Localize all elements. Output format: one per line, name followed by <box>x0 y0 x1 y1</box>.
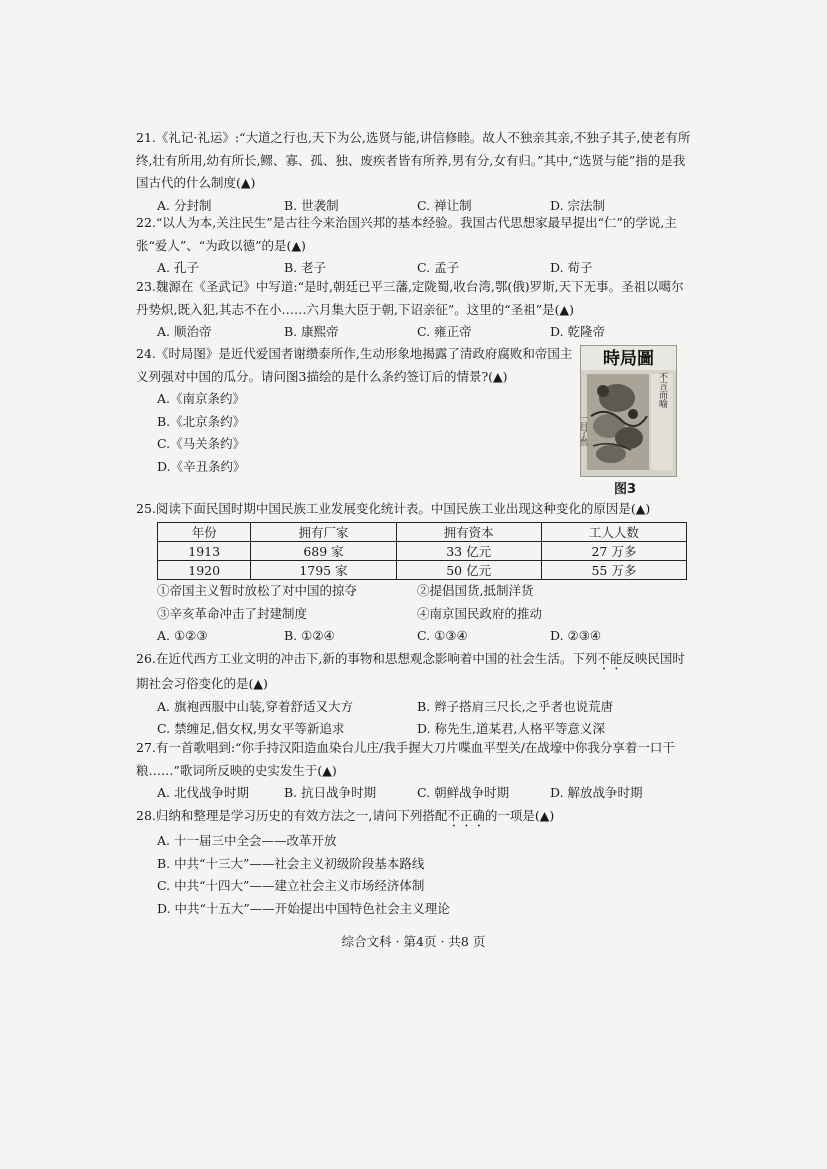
question-22 <box>136 212 696 280</box>
question-27-stem: 27.有一首歌唱到:“你手持汉阳造血染台儿庄/我手握大刀片喋血平型关/在战壕中你我分享着一口干粮……”歌词所反映的史实发生于(▲) <box>136 740 675 778</box>
table-cell: 50 亿元 <box>396 561 541 580</box>
question-25 <box>136 498 696 521</box>
table-row <box>158 561 687 580</box>
question-26 <box>136 648 696 741</box>
question-21-stem: 21.《礼记·礼运》:“大道之行也,天下为公,选贤与能,讲信修睦。故人不独亲其亲,不独子其子,使老有所终,壮有所用,幼有所长,鳏、寡、孤、独、废疾者皆有所养,男有分,女有归。”其中,“选贤与能”指的是我国古代的什么制度(▲) <box>136 130 691 190</box>
stem-text: 26.在近代西方工业文明的冲击下,新的事物和思想观念影响着中国的社会生活。下列 <box>136 651 598 666</box>
option-b: B. 抗日战争时期 <box>284 785 377 800</box>
items-row-2 <box>157 603 696 626</box>
option-b: B.《北京条约》 <box>157 413 246 429</box>
table-cell: 1913 <box>158 542 251 561</box>
option-d: D. 称先生,道某君,人格平等意义深 <box>417 721 605 736</box>
emphasized-word: 不能 <box>597 651 623 666</box>
figure-3-shiju-tu <box>580 345 677 477</box>
figure-3-side-text: 不言而喻 <box>657 372 667 408</box>
option-a: A. 十一届三中全会——改革开放 <box>157 833 337 848</box>
figure-3-illustration <box>581 346 676 476</box>
question-24-options <box>157 388 574 478</box>
table-header-row <box>158 523 687 542</box>
option-a: A. 顺治帝 <box>157 324 212 339</box>
table-header: 拥有厂家 <box>251 523 396 542</box>
item-1: ①帝国主义暂时放松了对中国的掠夺 <box>157 583 358 598</box>
emphasized-word: 不正确 <box>447 808 485 823</box>
option-a: A. 孔子 <box>157 260 199 275</box>
option-b: B. 世袭制 <box>284 197 339 213</box>
option-c: C. 禁缠足,倡女权,男女平等新追求 <box>157 721 345 736</box>
option-c: C. 禅让制 <box>417 197 472 213</box>
question-24-stem: 24.《时局图》是近代爱国者谢缵泰所作,生动形象地揭露了清政府腐败和帝国主义列强对中国的瓜分。请问图3描绘的是什么条约签订后的情景?(▲) <box>136 346 573 384</box>
figure-3-caption: 图3 <box>614 482 637 497</box>
option-c: C. 孟子 <box>417 260 460 275</box>
table-cell: 689 家 <box>251 542 396 561</box>
question-22-stem: 22.“以人为本,关注民生”是古往今来治国兴邦的基本经验。我国古代思想家最早提出“仁”的学说,主张“爱人”、“为政以德”的是(▲) <box>136 215 677 253</box>
option-b: B. 中共“十三大”——社会主义初级阶段基本路线 <box>157 855 425 871</box>
item-3: ③辛亥革命冲击了封建制度 <box>157 605 308 621</box>
table-cell: 1795 家 <box>251 561 396 580</box>
option-a: A.《南京条约》 <box>157 391 246 406</box>
item-4: ④南京国民政府的推动 <box>417 605 543 621</box>
items-row-1 <box>157 580 696 603</box>
stem-text: 反映民国时期社会习俗变化的是(▲) <box>136 651 685 691</box>
table-cell: 1920 <box>158 561 251 580</box>
question-28-stem <box>136 805 696 830</box>
question-23 <box>136 276 696 344</box>
table-cell: 27 万多 <box>541 542 686 561</box>
question-28 <box>136 805 696 920</box>
figure-3-left-text: 一目了然 <box>579 414 589 446</box>
page-footer: 综合文科 · 第4页 · 共8 页 <box>341 934 486 949</box>
question-28-options <box>157 830 696 920</box>
option-c: C. 中共“十四大”——建立社会主义市场经济体制 <box>157 878 425 893</box>
table-row <box>158 542 687 561</box>
option-b: B. 康熙帝 <box>284 324 339 339</box>
table-header: 工人人数 <box>541 523 686 542</box>
option-d: D. 中共“十五大”——开始提出中国特色社会主义理论 <box>157 900 450 916</box>
question-25-items <box>136 580 696 648</box>
question-26-stem <box>136 648 696 696</box>
figure-3-title: 時局圖 <box>603 349 654 369</box>
option-d: D. 解放战争时期 <box>550 785 643 800</box>
option-b: B. 辫子搭肩三尺长,之乎者也说荒唐 <box>417 698 614 714</box>
option-c: C. 朝鲜战争时期 <box>417 785 510 800</box>
option-b: B. 老子 <box>284 260 327 275</box>
industry-stats-table <box>157 522 687 580</box>
option-a: A. ①②③ <box>157 628 208 643</box>
question-24 <box>136 343 574 478</box>
option-c: C. 雍正帝 <box>417 324 472 339</box>
question-21 <box>136 127 696 217</box>
option-d: D. 荀子 <box>550 260 593 275</box>
stem-text: 28.归纳和整理是学习历史的有效方法之一,请问下列搭配 <box>136 808 448 823</box>
option-b: B. ①②④ <box>284 628 335 643</box>
option-a: A. 分封制 <box>157 197 212 213</box>
table-cell: 33 亿元 <box>396 542 541 561</box>
question-25-stem: 25.阅读下面民国时期中国民族工业发展变化统计表。中国民族工业出现这种变化的原因是(▲) <box>136 501 651 516</box>
option-d: D. 宗法制 <box>550 197 606 213</box>
table-header: 拥有资本 <box>396 523 541 542</box>
option-c: C.《马关条约》 <box>157 436 246 451</box>
question-26-options-row-1 <box>157 696 696 719</box>
question-25-options <box>157 625 696 648</box>
question-23-stem: 23.魏源在《圣武记》中写道:“是时,朝廷已平三藩,定陇蜀,收台湾,鄂(俄)罗斯,天下无事。圣祖以噶尔丹势炽,既入犯,其志不在小……六月集大臣于朝,下诏亲征”。这里的“圣祖”是(▲) <box>136 279 684 317</box>
option-a: A. 北伐战争时期 <box>157 785 249 800</box>
option-d: D. ②③④ <box>550 628 602 643</box>
option-d: D. 乾隆帝 <box>550 324 606 339</box>
item-2: ②提倡国货,抵制洋货 <box>417 583 534 598</box>
table-cell: 55 万多 <box>541 561 686 580</box>
stem-text: 的一项是(▲) <box>484 808 555 823</box>
question-23-options <box>157 321 696 344</box>
table-header: 年份 <box>158 523 251 542</box>
question-27 <box>136 737 696 805</box>
question-27-options <box>157 782 696 805</box>
option-d: D.《辛丑条约》 <box>157 458 246 474</box>
option-c: C. ①③④ <box>417 628 468 643</box>
option-a: A. 旗袍西服中山装,穿着舒适又大方 <box>157 698 353 714</box>
